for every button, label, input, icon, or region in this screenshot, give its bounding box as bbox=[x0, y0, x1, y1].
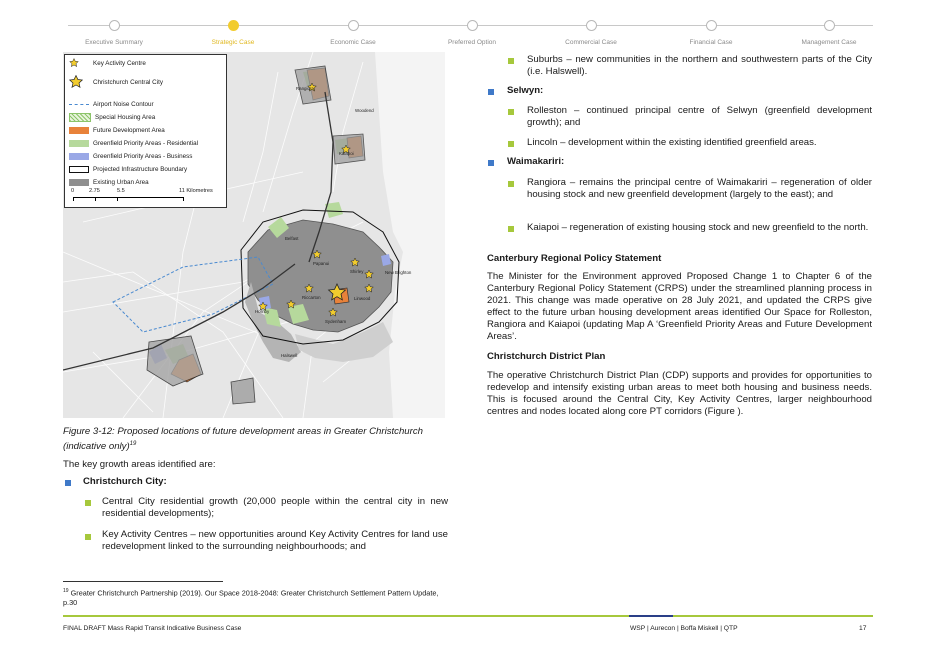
legend-label: Christchurch Central City bbox=[93, 78, 163, 86]
hatched-swatch bbox=[69, 113, 91, 122]
legend-item bbox=[69, 164, 187, 174]
selwyn-item: Rolleston – continued principal centre of Selwyn (greenfield development growth); and bbox=[527, 105, 872, 128]
crps-paragraph: The Minister for the Environment approved Proposed Change 1 to Chapter 6 of the Canterbury Regional Policy Statement (CRPS) under the streamlined planning process in 2021. This change was made operative on 28 July 2021, and updated the CRPS give effect to the future urban housing development areas identified Our Space for Rolleston, Rangiora and Kaiapoi (updating Map A ‘Greenfield Priority Areas and Future Development Areas’. bbox=[487, 271, 872, 342]
nav-step-management-case[interactable] bbox=[769, 18, 889, 46]
page-number: 17 bbox=[859, 625, 867, 632]
scale-bar bbox=[71, 187, 221, 205]
nav-step-financial-case[interactable] bbox=[651, 18, 771, 46]
scale-label: 11 Kilometres bbox=[179, 188, 213, 194]
legend-item bbox=[69, 151, 192, 161]
step-label: Management Case bbox=[801, 39, 857, 46]
footer-rule bbox=[63, 615, 873, 617]
legend-label: Existing Urban Area bbox=[93, 178, 149, 186]
nav-step-executive-summary[interactable] bbox=[54, 18, 174, 46]
footer-rule-navy bbox=[629, 615, 673, 617]
cdp-paragraph: The operative Christchurch District Plan (CDP) supports and provides for opportunities to redevelop and intensify existing urban areas to meet both housing and business needs. This is focused around the Central City, Key Activity Centres, larger neighbourhood centres and nodes located along core PT corridors (Figure ). bbox=[487, 370, 872, 417]
development-areas-map bbox=[63, 52, 445, 418]
step-dot bbox=[109, 20, 120, 31]
legend-item bbox=[69, 75, 163, 89]
map-legend bbox=[64, 54, 227, 208]
chch-item: Key Activity Centres – new opportunities around Key Activity Centres for land use redevelopment linked to the surrounding neighbourhoods; and bbox=[102, 529, 448, 552]
scale-label: 5.5 bbox=[117, 188, 125, 194]
place-label: Rangiora bbox=[296, 86, 314, 91]
bullet-green bbox=[508, 109, 514, 115]
waimak-item: Kaiapoi – regeneration of existing housing stock and new greenfield to the north. bbox=[527, 222, 869, 233]
legend-label: Airport Noise Contour bbox=[93, 100, 154, 108]
bullet-green bbox=[85, 500, 91, 506]
step-dot bbox=[348, 20, 359, 31]
figure-caption bbox=[63, 426, 448, 453]
step-label: Executive Summary bbox=[85, 39, 143, 46]
bullet-green bbox=[508, 58, 514, 64]
step-dot bbox=[706, 20, 717, 31]
selwyn-item: Lincoln – development within the existing identified greenfield areas. bbox=[527, 137, 817, 148]
legend-label: Special Housing Area bbox=[95, 113, 156, 121]
large-star-icon bbox=[69, 79, 89, 86]
scale-label: 2.75 bbox=[89, 188, 100, 194]
place-label: Woodend bbox=[355, 108, 374, 113]
small-star-icon bbox=[69, 60, 89, 67]
place-label: Halswell bbox=[281, 353, 298, 358]
bullet-green bbox=[508, 141, 514, 147]
place-label: Riccarton bbox=[302, 295, 321, 300]
bullet-green bbox=[508, 226, 514, 232]
place-label: Papanui bbox=[313, 261, 330, 266]
legend-item bbox=[69, 58, 146, 68]
step-label: Commercial Case bbox=[565, 39, 617, 46]
footnote-number: 19 bbox=[63, 588, 69, 594]
bullet-blue bbox=[488, 89, 494, 95]
footer-rule-green bbox=[673, 615, 873, 617]
step-label: Economic Case bbox=[330, 39, 376, 46]
legend-item bbox=[69, 112, 155, 122]
nav-step-strategic-case[interactable] bbox=[173, 18, 293, 46]
chch-item: Central City residential growth (20,000 people within the central city in new residential developments); bbox=[102, 496, 448, 519]
orange-swatch bbox=[69, 127, 89, 134]
scale-tick bbox=[117, 197, 118, 201]
outline-swatch bbox=[69, 166, 89, 173]
nav-step-economic-case[interactable] bbox=[293, 18, 413, 46]
place-label: Shirley bbox=[350, 269, 364, 274]
cdp-heading: Christchurch District Plan bbox=[487, 351, 606, 362]
grey-swatch bbox=[69, 179, 89, 186]
footnote bbox=[63, 587, 453, 607]
legend-item bbox=[69, 125, 165, 135]
place-label: Sydenham bbox=[325, 319, 346, 324]
waimak-item: Rangiora – remains the principal centre of Waimakariri – regeneration of older housing stock and new greenfield development (largely to the east); and bbox=[527, 177, 872, 200]
place-label: Kaiapoi bbox=[339, 151, 354, 156]
footnote-text: Greater Christchurch Partnership (2019). Our Space 2018-2048: Greater Christchurch Settlement Pattern Update, p.30 bbox=[63, 588, 439, 607]
place-label: New Brighton bbox=[385, 270, 412, 275]
place-label: Belfast bbox=[285, 236, 299, 241]
legend-label: Greenfield Priority Areas - Residential bbox=[93, 139, 198, 147]
bullet-blue bbox=[65, 480, 71, 486]
blue-swatch bbox=[69, 153, 89, 160]
scale-tick bbox=[183, 197, 184, 201]
step-label: Financial Case bbox=[689, 39, 733, 46]
legend-label: Projected Infrastructure Boundary bbox=[93, 165, 188, 173]
selwyn-heading: Selwyn: bbox=[507, 85, 544, 96]
legend-item bbox=[69, 177, 149, 187]
waimak-heading: Waimakariri: bbox=[507, 156, 565, 167]
scale-tick bbox=[95, 197, 96, 201]
footer-authors: WSP | Aurecon | Boffa Miskell | QTP bbox=[630, 625, 738, 632]
step-label: Strategic Case bbox=[211, 39, 255, 46]
step-dot-active bbox=[228, 20, 239, 31]
green-swatch bbox=[69, 140, 89, 147]
place-label: Hornby bbox=[255, 309, 270, 314]
scale-label: 0 bbox=[71, 188, 75, 194]
step-dot bbox=[586, 20, 597, 31]
place-label: Linwood bbox=[354, 296, 371, 301]
bullet-blue bbox=[488, 160, 494, 166]
bullet-green bbox=[85, 534, 91, 540]
legend-item bbox=[69, 99, 154, 109]
scale-line bbox=[73, 197, 183, 198]
legend-label: Future Development Area bbox=[93, 126, 165, 134]
scale-tick bbox=[73, 197, 74, 201]
caption-text: Figure 3-12: Proposed locations of future development areas in Greater Christchurch (indicative only) bbox=[63, 426, 423, 453]
footer-rule-green bbox=[63, 615, 629, 617]
progress-nav bbox=[68, 18, 873, 48]
crps-heading: Canterbury Regional Policy Statement bbox=[487, 253, 662, 264]
suburbs-item: Suburbs – new communities in the northern and southwestern parts of the City (i.e. Halswell). bbox=[527, 54, 872, 77]
nav-step-preferred-option[interactable] bbox=[412, 18, 532, 46]
step-label: Preferred Option bbox=[447, 39, 497, 46]
chch-heading: Christchurch City: bbox=[83, 476, 167, 487]
dashed-line-icon bbox=[69, 104, 89, 105]
legend-label: Key Activity Centre bbox=[93, 59, 146, 67]
legend-label: Greenfield Priority Areas - Business bbox=[93, 152, 193, 160]
bullet-green bbox=[508, 181, 514, 187]
intro-text: The key growth areas identified are: bbox=[63, 459, 216, 470]
footnote-ref[interactable]: 19 bbox=[129, 441, 137, 447]
nav-step-commercial-case[interactable] bbox=[531, 18, 651, 46]
step-dot bbox=[824, 20, 835, 31]
step-dot bbox=[467, 20, 478, 31]
footer-document-title: FINAL DRAFT Mass Rapid Transit Indicative Business Case bbox=[63, 625, 242, 632]
footnote-divider bbox=[63, 581, 223, 582]
legend-item bbox=[69, 138, 198, 148]
